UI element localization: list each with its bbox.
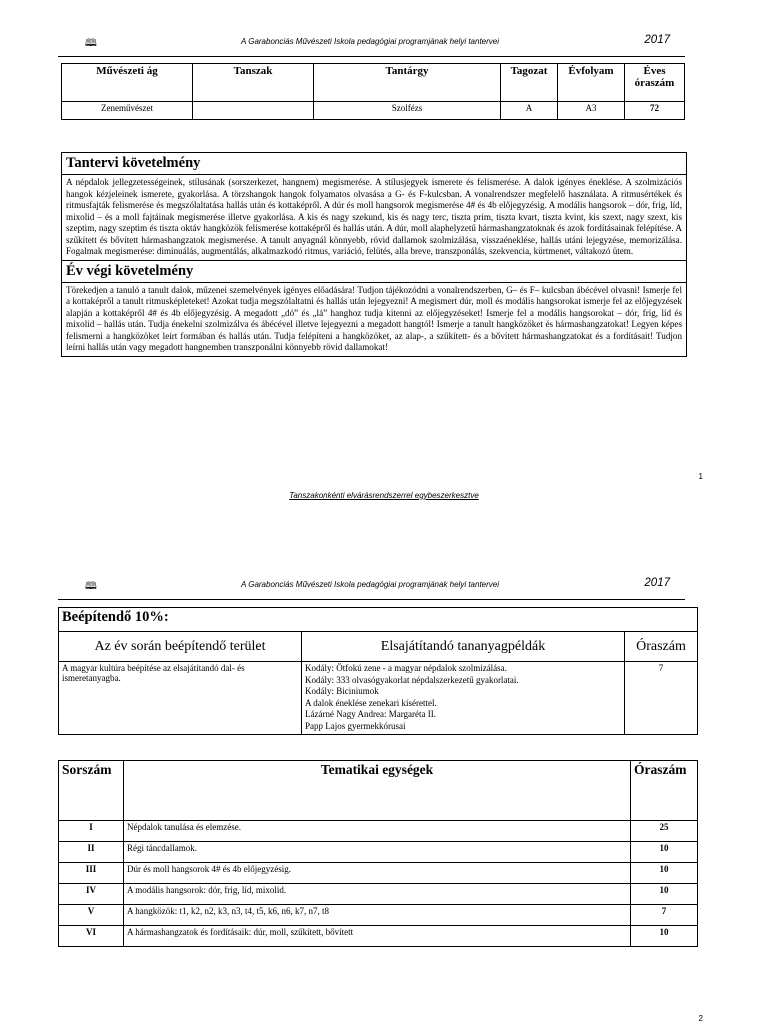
beepitendo-area: A magyar kultúra beépítése az elsajátítandó dal- és ismeretanyagba. [59, 662, 302, 735]
header-rule [58, 56, 685, 57]
tematikai-table [58, 760, 698, 947]
page1-header [70, 34, 670, 54]
row-topic: A hangközök: t1, k2, n2, k3, n3, t4, t5, k6, n6, k7, n7, t8 [124, 905, 631, 926]
beepitendo-col-header: Óraszám [625, 632, 698, 662]
table-row [59, 842, 698, 863]
info-cell: Szolfézs [314, 102, 501, 120]
tantervi-heading: Tantervi követelmény [62, 153, 686, 175]
table-row [59, 926, 698, 947]
book-icon: 🕮 [85, 38, 97, 49]
page-footer: Tanszakonkénti elvárásrendszerrel egybeszerkesztve [289, 491, 479, 500]
tematikai-col-header: Tematikai egységek [124, 761, 631, 821]
example-item: Lázárné Nagy Andrea: Margaréta II. [305, 709, 437, 720]
row-hours: 10 [631, 884, 698, 905]
header-title: A Garabonciás Művészeti Iskola pedagógiai programjának helyi tantervei [240, 37, 500, 46]
example-item: A dalok éneklése zenekari kísérettel. [305, 697, 437, 708]
row-topic: Dúr és moll hangsorok 4# és 4b előjegyzésig. [124, 863, 631, 884]
info-header-cell: Tantárgy [314, 64, 501, 102]
evvegi-text: Törekedjen a tanuló a tanult dalok, műzenei szemelvények igényes előadására! Tudjon tájékozódni a vonalrendszerben, G– és F– kulcsban ábécével olvasni! Ismerje fel a kottaképről a tanult ritmusképleteket! Azokat tudja megszólaltatni és hallás után lejegyezni! A megismert dúr, moll és modális hangsorokat ismerje fel az előjegyzések alapján a kottaképről 4# és 4b előjegyzésig. A megadott „dó” és „lá” hanghoz tudja kitenni az előjegyzéseket! Ismerje fel a modális hangsorokat – dór, frig, líd és mixolid – hallás után. Tudja énekelni szolmizálva és ábécével illetve lejegyezni a megadott hangtól! Ismerje a tanult hangközöket és hármashangzatokat! Legyen képes felismerni a hangközöket leírt formában és hallás után. Tudja felépíteni a hangközöket, az alap-, a szűkített- és a bővített hármashangzatokat és a fordításait! Tudjon leírni hallás után vagy megadott hangnemben transzponálni könnyebb rövid dallamokat! [66, 284, 682, 352]
row-topic: Népdalok tanulása és elemzése. [124, 821, 631, 842]
evvegi-heading: Év végi követelmény [62, 261, 686, 283]
row-topic: A hármashangzatok és fordításaik: dúr, moll, szűkített, bővített [124, 926, 631, 947]
table-row [59, 905, 698, 926]
row-hours: 10 [631, 863, 698, 884]
header-rule [58, 599, 685, 600]
table-row [59, 884, 698, 905]
tantervi-text: A népdalok jellegzetességeinek, stílusának (sorszerkezet, hangnem) megismerése. A stílusjegyek ismerete és felismerése. A dalok igényes éneklése. A szolmizációs hangok kézjeleinek ismerete, gyakorlása. A törzshangok hangok folyamatos olvasása a G- és F-kulcsban. A vonalrendszer megfelelő használata. A ritmusértékek és ritmusfajták felismerése és megszólaltatása hallás után és kottaképről. A dúr és moll hangsorok megismerése 4# és 4b előjegyzésig. A modális hangsorok – dór, frig, líd, mixolid – és a moll fajtáinak megismerése illetve gyakorlása. A kis és nagy szekund, kis és nagy terc, tiszta prím, tiszta kvart, tiszta kvint, kis szext, nagy szext, kis szeptim, nagy szeptim és tiszta oktáv hangközök felismerése kottaképről és hallás után. A dúr, moll alaphelyzetű hármashangzatoknak és azok fordításainak felépítése. A szűkített és bővített hármashangzatok megismerése. A tanult anyagnál könnyebb, rövid dallamok szolmizálása, visszaéneklése, hallás utáni lejegyzése, memorizálása. Fogalmak megismerése: diminuálás, augmentálás, alkalmazkodó ritmus, variáció, felütés, alla breve, transzponálás, szekvencia, kürtmenet, váltakozó ütem. [62, 175, 686, 261]
row-hours: 10 [631, 842, 698, 863]
beepitendo-examples [302, 662, 625, 735]
header-title: A Garabonciás Művészeti Iskola pedagógiai programjának helyi tantervei [240, 580, 500, 589]
info-cell: A3 [558, 102, 625, 120]
row-num: VI [59, 926, 124, 947]
info-header-cell: Éves óraszám [625, 64, 685, 102]
page-number: 1 [698, 472, 703, 481]
tematikai-col-header: Óraszám [631, 761, 698, 821]
row-num: II [59, 842, 124, 863]
example-item: Kodály: Ötfokú zene - a magyar népdalok szolmizálása. [305, 663, 507, 673]
header-year: 2017 [644, 34, 670, 46]
info-header-cell: Évfolyam [558, 64, 625, 102]
info-header-cell: Tagozat [501, 64, 558, 102]
row-hours: 10 [631, 926, 698, 947]
beepitendo-hours: 7 [625, 662, 698, 735]
info-cell [193, 102, 314, 120]
book-icon: 🕮 [85, 581, 97, 592]
info-header-cell: Művészeti ág [62, 64, 193, 102]
beepitendo-col-header: Az év során beépítendő terület [59, 632, 302, 662]
row-hours: 25 [631, 821, 698, 842]
example-item: Papp Lajos gyermekkórusai [305, 720, 406, 731]
table-row [59, 821, 698, 842]
tematikai-col-header: Sorszám [59, 761, 124, 821]
row-num: V [59, 905, 124, 926]
page-number: 2 [698, 1014, 703, 1023]
info-cell: Zeneművészet [62, 102, 193, 120]
requirements-box [61, 152, 687, 357]
info-cell: A [501, 102, 558, 120]
beepitendo-col-header: Elsajátítandó tananyagpéldák [302, 632, 625, 662]
info-header-cell: Tanszak [193, 64, 314, 102]
row-num: IV [59, 884, 124, 905]
example-item: Kodály: 333 olvasógyakorlat népdalszerkezetű gyakorlatai. [305, 674, 519, 685]
table-row [59, 863, 698, 884]
header-year: 2017 [644, 577, 670, 589]
info-table [61, 63, 685, 120]
beepitendo-table [58, 607, 698, 735]
info-cell: 72 [625, 102, 685, 120]
row-topic: A modális hangsorok: dór, frig, líd, mixolid. [124, 884, 631, 905]
page2-header [70, 577, 670, 597]
beepitendo-heading: Beépítendő 10%: [59, 608, 698, 632]
example-item: Kodály: Biciniumok [305, 686, 379, 697]
row-num: III [59, 863, 124, 884]
row-topic: Régi táncdallamok. [124, 842, 631, 863]
row-num: I [59, 821, 124, 842]
row-hours: 7 [631, 905, 698, 926]
